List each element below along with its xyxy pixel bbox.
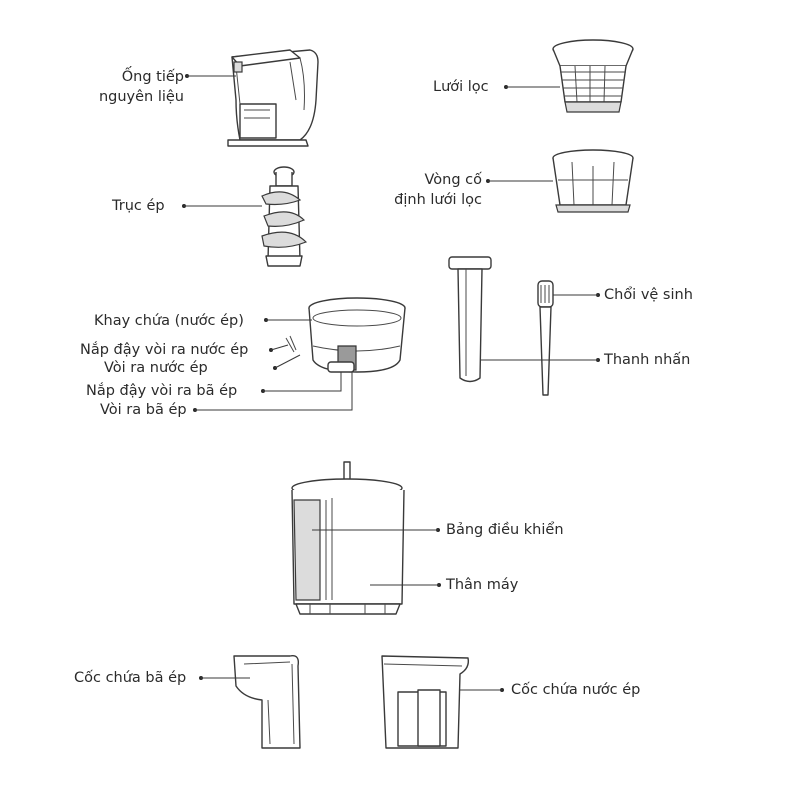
juice-bowl-drawing bbox=[286, 298, 405, 372]
label-cleaning-brush: Chổi vệ sinh bbox=[604, 287, 693, 303]
label-juice-spout: Vòi ra nước ép bbox=[104, 360, 208, 376]
label-strainer: Lưới lọc bbox=[433, 79, 489, 95]
feed-chute-drawing bbox=[228, 50, 318, 146]
label-strainer-holder-line2: định lưới lọc bbox=[394, 192, 482, 208]
label-juice-spout-cap: Nắp đậy vòi ra nước ép bbox=[80, 342, 249, 358]
label-control-panel: Bảng điều khiển bbox=[446, 522, 564, 538]
strainer-drawing bbox=[553, 40, 633, 112]
label-pulp-spout: Vòi ra bã ép bbox=[100, 402, 187, 418]
label-pulp-cup: Cốc chứa bã ép bbox=[74, 670, 187, 686]
label-strainer-holder-line1: Vòng cố bbox=[424, 172, 482, 188]
label-motor-base: Thân máy bbox=[446, 577, 519, 593]
label-auger: Trục ép bbox=[112, 198, 165, 214]
label-pulp-spout-cap: Nắp đậy vòi ra bã ép bbox=[86, 383, 238, 399]
label-feed-chute-line1: Ống tiếp bbox=[121, 69, 184, 85]
label-pusher: Thanh nhấn bbox=[604, 352, 691, 368]
juice-cup-drawing bbox=[382, 656, 468, 748]
label-feed-chute-line2: nguyên liệu bbox=[98, 89, 184, 105]
cleaning-brush-drawing bbox=[538, 281, 553, 395]
pulp-cup-drawing bbox=[234, 656, 300, 748]
label-juice-cup: Cốc chứa nước ép bbox=[511, 682, 641, 698]
pusher-drawing bbox=[449, 257, 491, 382]
strainer-holder-drawing bbox=[553, 150, 633, 212]
motor-base-drawing bbox=[292, 462, 404, 614]
label-juice-bowl: Khay chứa (nước ép) bbox=[94, 313, 244, 329]
auger-drawing bbox=[262, 167, 306, 266]
